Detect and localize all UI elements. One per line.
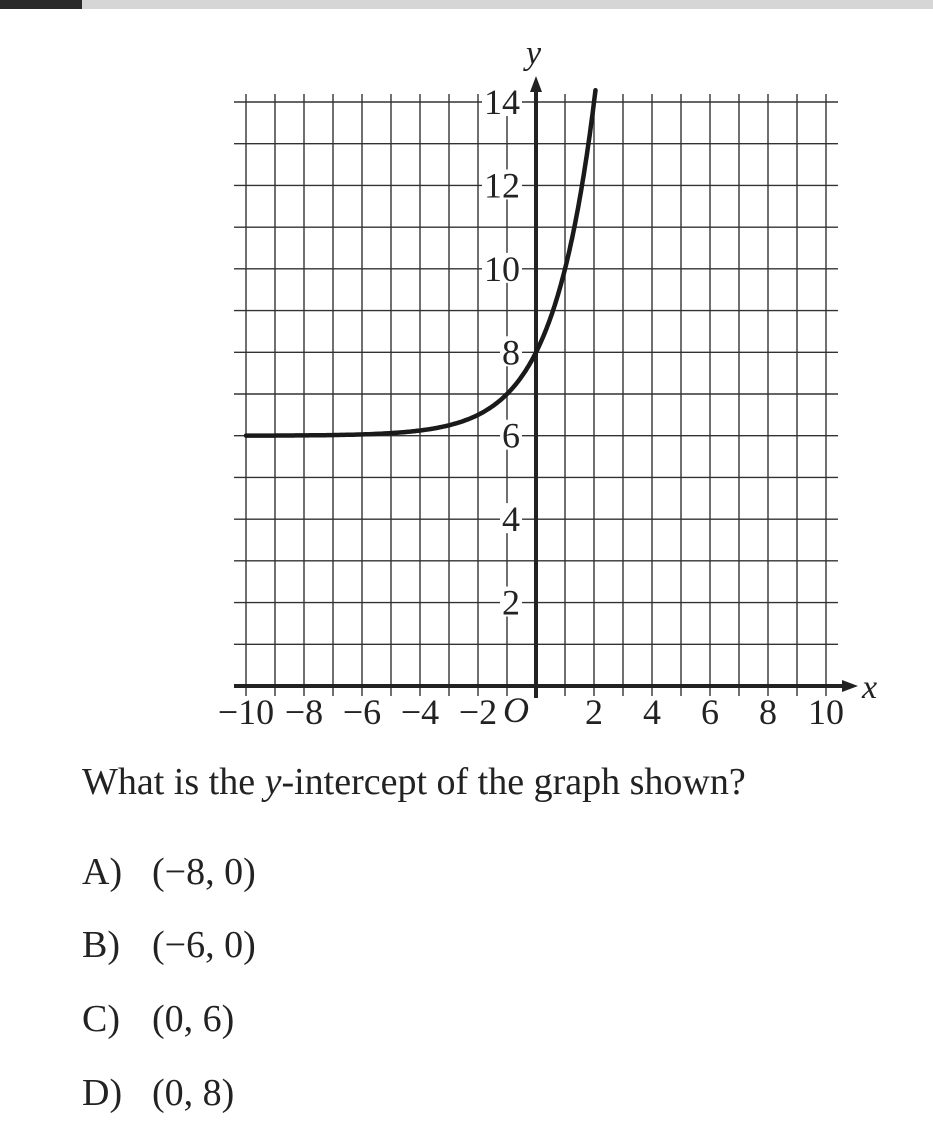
choice-letter: C): [82, 998, 120, 1040]
y-tick-label: 14: [484, 82, 520, 122]
x-tick-label: −4: [400, 692, 440, 732]
y-axis-arrow: [530, 76, 542, 92]
axes: [234, 76, 858, 698]
y-tick-label: 12: [484, 165, 520, 206]
x-tick-label: −8: [284, 692, 324, 732]
choice-letter: A): [82, 851, 123, 893]
x-axis-arrow: [842, 680, 858, 692]
y-tick-label: 6: [502, 415, 520, 456]
x-tick-label: 2: [585, 692, 603, 732]
x-tick-label: −10: [217, 692, 275, 732]
choice-c[interactable]: [82, 997, 234, 1041]
choice-b[interactable]: [82, 923, 256, 967]
choice-text: (−6, 0): [152, 924, 256, 966]
tick-labels: [218, 35, 877, 732]
y-tick-label: 8: [502, 332, 520, 373]
y-tick-label: 4: [502, 499, 520, 540]
choice-letter: B): [82, 924, 120, 966]
x-tick-label: −6: [342, 692, 382, 732]
function-curve: [246, 90, 596, 435]
choice-d[interactable]: [82, 1071, 234, 1115]
x-tick-label: 10: [808, 692, 844, 732]
question-suffix: -intercept of the graph shown?: [281, 761, 746, 803]
question-text: [82, 760, 746, 804]
curve-layer: [246, 90, 596, 435]
choice-text: (0, 6): [152, 998, 235, 1040]
y-tick-label: 10: [484, 248, 520, 289]
origin-label: O: [503, 690, 529, 730]
x-tick-label: 6: [701, 692, 719, 732]
x-tick-label: 8: [759, 692, 777, 732]
choice-text: (0, 8): [152, 1072, 235, 1114]
y-axis-label: y: [526, 35, 542, 72]
question-variable: y: [264, 761, 282, 803]
x-axis-label: x: [862, 669, 878, 706]
choice-text: (−8, 0): [152, 851, 256, 893]
x-tick-label: −2: [458, 692, 498, 732]
question-prefix: What is the: [82, 761, 265, 803]
x-tick-label: 4: [643, 692, 661, 732]
choice-a[interactable]: [82, 850, 256, 894]
y-tick-label: 2: [502, 582, 520, 623]
choice-letter: D): [82, 1072, 123, 1114]
